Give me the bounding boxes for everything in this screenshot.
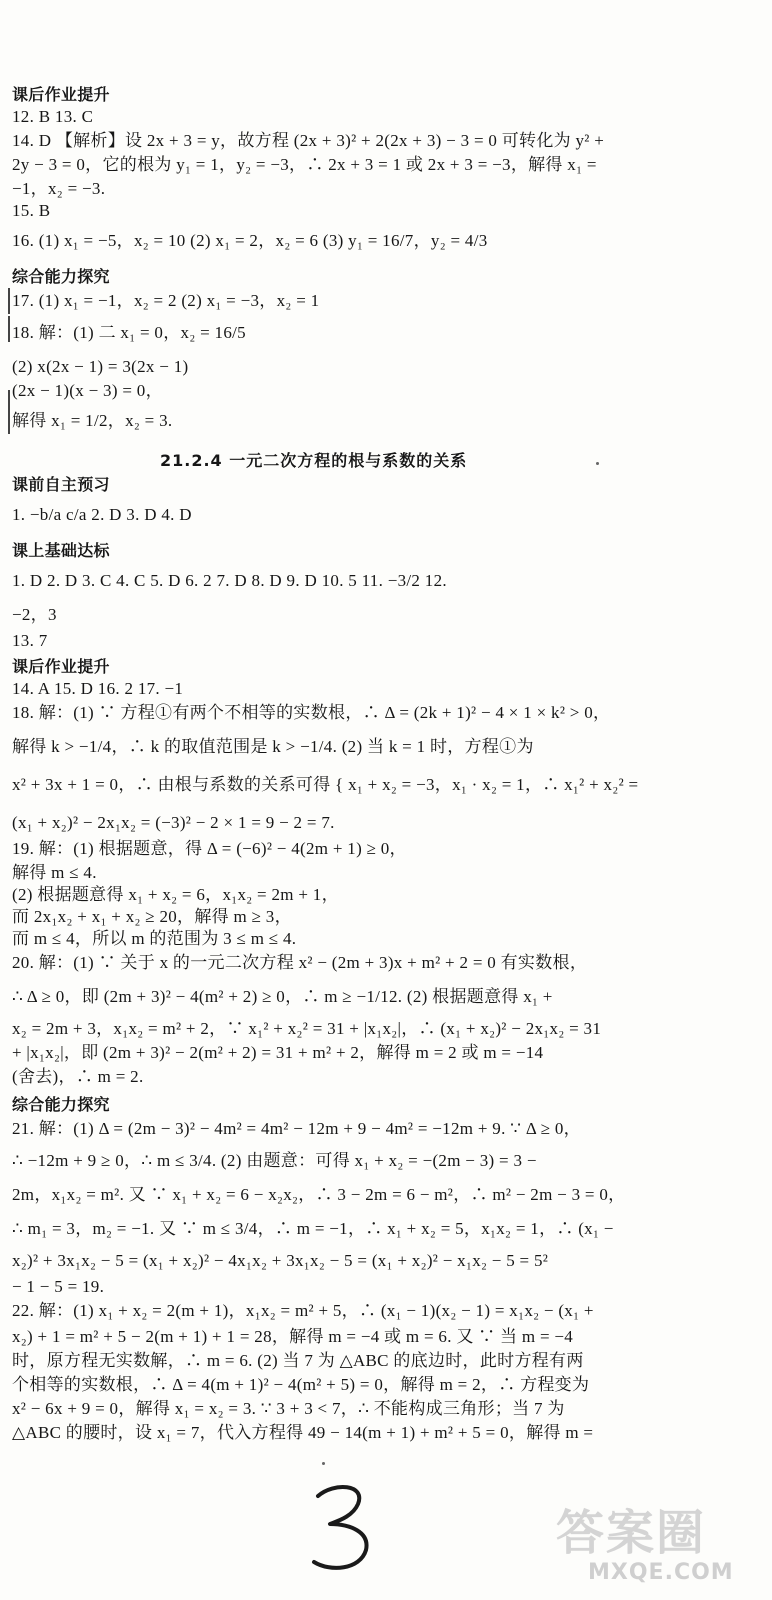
answer-line: x² + 3x + 1 = 0，∴ 由根与系数的关系可得 { x₁ + x₂ = −3，x₁ · x₂ = 1，∴ x₁² + x₂² = [12, 775, 639, 794]
watermark-site: MXQE.COM [588, 1560, 734, 1585]
answer-line: 而 2x₁x₂ + x₁ + x₂ ≥ 20，解得 m ≥ 3， [12, 907, 292, 926]
answer-line: 22. 解：(1) x₁ + x₂ = 2(m + 1)，x₁x₂ = m² + 5，∴ (x₁ − 1)(x₂ − 1) = x₁x₂ − (x₁ + [12, 1301, 594, 1320]
answer-line: △ABC 的腰时，设 x₁ = 7，代入方程得 49 − 14(m + 1) + m² + 5 = 0，解得 m = [12, 1423, 594, 1442]
answer-line: ∴ Δ ≥ 0，即 (2m + 3)² − 4(m² + 2) ≥ 0，∴ m ≥ −1/12. (2) 根据题意得 x₁ + [12, 987, 553, 1006]
answer-line: 1. −b/a c/a 2. D 3. D 4. D [12, 505, 192, 524]
answer-line: (2) 根据题意得 x₁ + x₂ = 6，x₁x₂ = 2m + 1， [12, 885, 339, 904]
answer-line: 16. (1) x₁ = −5，x₂ = 10 (2) x₁ = 2，x₂ = 6 (3) y₁ = 16/7，y₂ = 4/3 [12, 231, 488, 250]
answer-line: (2) x(2x − 1) = 3(2x − 1) [12, 357, 189, 376]
answer-line: x₂) + 1 = m² + 5 − 2(m + 1) + 1 = 28，解得 m = −4 或 m = 6. 又 ∵ 当 m = −4 [12, 1327, 574, 1346]
section-title: 21.2.4 一元二次方程的根与系数的关系 [160, 451, 468, 470]
answer-line: 14. A 15. D 16. 2 17. −1 [12, 679, 184, 698]
answer-line: 20. 解：(1) ∵ 关于 x 的一元二次方程 x² − (2m + 3)x + m² + 2 = 0 有实数根， [12, 953, 588, 972]
answer-line: x₂)² + 3x₁x₂ − 5 = (x₁ + x₂)² − 4x₁x₂ + 3x₁x₂ − 5 = (x₁ + x₂)² − x₁x₂ − 5 = 5² [12, 1251, 549, 1270]
answer-line: 12. B 13. C [12, 107, 94, 126]
answer-line: −1，x₂ = −3. [12, 179, 106, 198]
answer-line: 2m，x₁x₂ = m². 又 ∵ x₁ + x₂ = 6 − x₂x₂，∴ 3 − 2m = 6 − m²，∴ m² − 2m − 3 = 0， [12, 1185, 626, 1204]
answer-line: 19. 解：(1) 根据题意，得 Δ = (−6)² − 4(2m + 1) ≥ 0， [12, 839, 407, 858]
answer-line: 解得 k > −1/4，∴ k 的取值范围是 k > −1/4. (2) 当 k = 1 时，方程①为 [12, 737, 534, 756]
answer-line: − 1 − 5 = 19. [12, 1277, 105, 1296]
answer-line: x² − 6x + 9 = 0，解得 x₁ = x₂ = 3. ∵ 3 + 3 < 7，∴ 不能构成三角形；当 7 为 [12, 1399, 565, 1418]
answer-line: 18. 解：(1) 二 x₁ = 0，x₂ = 16/5 [12, 323, 246, 342]
answer-line: 1. D 2. D 3. C 4. C 5. D 6. 2 7. D 8. D 9. D 10. 5 11. −3/2 12. [12, 571, 447, 590]
section-heading-homework: 课后作业提升 [12, 657, 110, 676]
section-heading-basics: 课上基础达标 [12, 541, 110, 560]
answer-line: 15. B [12, 201, 51, 220]
answer-line: (2x − 1)(x − 3) = 0， [12, 381, 163, 400]
answer-line: 个相等的实数根，∴ Δ = 4(m + 1)² − 4(m² + 5) = 0，解得 m = 2，∴ 方程变为 [12, 1375, 590, 1394]
answer-line: 解得 m ≤ 4. [12, 863, 97, 882]
answer-line: (x₁ + x₂)² − 2x₁x₂ = (−3)² − 2 × 1 = 9 − 2 = 7. [12, 813, 335, 832]
section-heading-homework: 课后作业提升 [12, 85, 110, 104]
section-heading-ability: 综合能力探究 [12, 1095, 110, 1114]
section-heading-ability: 综合能力探究 [12, 267, 110, 286]
answer-line: 2y − 3 = 0，它的根为 y₁ = 1，y₂ = −3，∴ 2x + 3 = 1 或 2x + 3 = −3，解得 x₁ = [12, 155, 597, 174]
margin-mark [8, 316, 10, 342]
answer-line: ∴ m₁ = 3，m₂ = −1. 又 ∵ m ≤ 3/4，∴ m = −1，∴ x₁ + x₂ = 5，x₁x₂ = 1，∴ (x₁ − [12, 1219, 614, 1238]
answer-line: 14. D 【解析】设 2x + 3 = y，故方程 (2x + 3)² + 2(2x + 3) − 3 = 0 可转化为 y² + [12, 131, 605, 150]
answer-line: 21. 解：(1) Δ = (2m − 3)² − 4m² = 4m² − 12m + 9 − 4m² = −12m + 9. ∵ Δ ≥ 0， [12, 1119, 581, 1138]
answer-line: 18. 解：(1) ∵ 方程①有两个不相等的实数根，∴ Δ = (2k + 1)² − 4 × 1 × k² > 0， [12, 703, 611, 722]
answer-line: 17. (1) x₁ = −1，x₂ = 2 (2) x₁ = −3，x₂ = 1 [12, 291, 320, 310]
watermark-logo [548, 1494, 758, 1590]
speck [322, 1462, 325, 1465]
section-heading-preview: 课前自主预习 [12, 475, 110, 494]
answer-line: x₂ = 2m + 3，x₁x₂ = m² + 2，∵ x₁² + x₂² = 31 + |x₁x₂|，∴ (x₁ + x₂)² − 2x₁x₂ = 31 [12, 1019, 602, 1038]
answer-line: 而 m ≤ 4，所以 m 的范围为 3 ≤ m ≤ 4. [12, 929, 297, 948]
margin-mark [8, 288, 10, 314]
answer-line: 时，原方程无实数解，∴ m = 6. (2) 当 7 为 △ABC 的底边时，此时方程有两 [12, 1351, 584, 1370]
answer-line: + |x₁x₂|，即 (2m + 3)² − 2(m² + 2) = 31 + m² + 2，解得 m = 2 或 m = −14 [12, 1043, 544, 1062]
watermark-brand: 答案圈 [556, 1505, 707, 1561]
margin-mark [8, 390, 10, 434]
handwritten-page-number [300, 1478, 390, 1578]
answer-line: (舍去)，∴ m = 2. [12, 1067, 144, 1086]
answer-line: ∴ −12m + 9 ≥ 0，∴ m ≤ 3/4. (2) 由题意：可得 x₁ + x₂ = −(2m − 3) = 3 − [12, 1151, 537, 1170]
answer-line: −2，3 [12, 605, 57, 624]
answer-line: 解得 x₁ = 1/2，x₂ = 3. [12, 411, 173, 430]
answer-line: 13. 7 [12, 631, 48, 650]
speck [596, 462, 599, 465]
